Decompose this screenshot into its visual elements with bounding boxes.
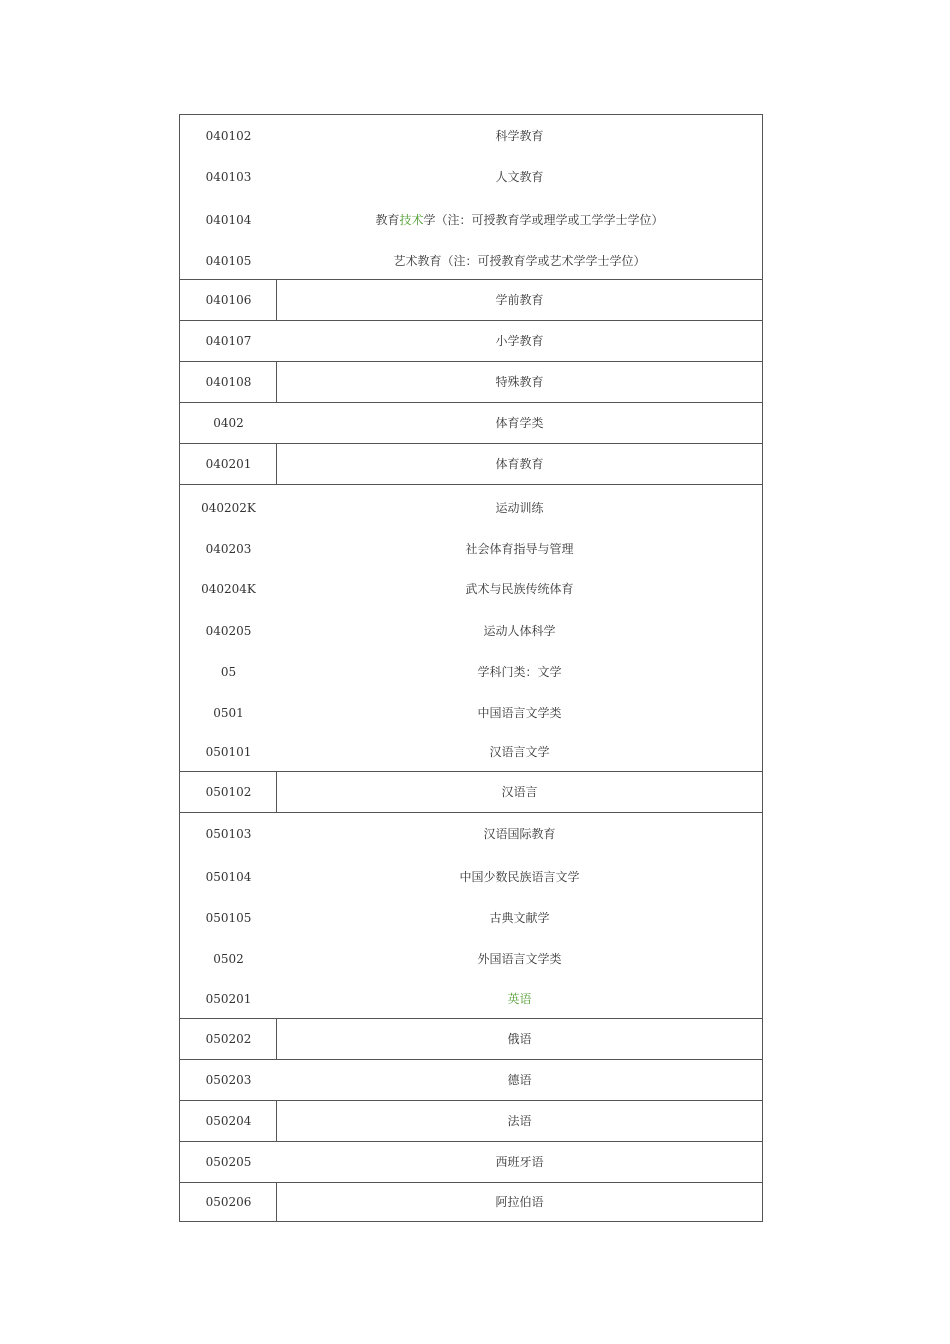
major-code: 040205 [205,623,252,638]
major-name-part: 教育 [375,212,400,227]
table-row [180,980,762,1018]
major-name: 俄语 [507,1032,532,1046]
column-divider [276,444,277,484]
major-name: 法语 [507,1114,532,1128]
column-divider [276,362,277,402]
major-name-highlight: 技术 [399,212,424,227]
major-code: 050206 [205,1195,252,1209]
major-code: 040203 [205,542,252,556]
table-row [180,1142,762,1182]
table-row [180,1183,762,1221]
table-row [180,1060,762,1100]
major-name: 英语 [507,992,532,1006]
major-code: 0502 [213,952,244,966]
table-row [180,568,762,610]
table-row [180,403,762,443]
major-name: 中国语言文学类 [477,705,562,720]
major-code: 050103 [205,827,252,841]
table-row [180,1101,762,1141]
major-name: 汉语言 [501,785,538,799]
major-code: 050205 [205,1155,252,1169]
table-row [180,855,762,898]
column-divider [276,1183,277,1221]
major-name: 武术与民族传统体育 [465,582,574,596]
column-divider [276,1019,277,1059]
major-code: 05 [220,664,237,679]
major-name: 社会体育指导与管理 [465,542,574,556]
table-row [180,362,762,402]
table-row [180,242,762,279]
row-divider [180,1100,762,1101]
major-name: 人文教育 [495,170,544,184]
major-code: 0501 [213,705,244,720]
major-code: 050204 [205,1114,252,1128]
major-name-part: 学（注：可授教育学或理学或工学学士学位） [423,212,664,227]
table-row [180,157,762,197]
major-code: 040202K [201,500,256,515]
major-name: 学前教育 [495,293,544,307]
major-name: 中国少数民族语言文学 [459,869,580,884]
column-divider [276,772,277,812]
major-catalog-table [179,114,763,1222]
major-code: 040108 [205,375,252,389]
major-code: 050104 [205,869,252,884]
major-code: 040103 [205,170,252,184]
major-name: 西班牙语 [495,1155,544,1169]
major-name: 汉语国际教育 [483,827,556,841]
major-code: 0402 [213,416,244,430]
major-name: 特殊教育 [495,375,544,389]
major-name: 运动人体科学 [483,623,556,638]
table-row [180,733,762,771]
major-code: 050102 [205,785,252,799]
major-code: 050101 [205,745,252,759]
table-row [180,321,762,361]
major-code: 050202 [205,1032,252,1046]
row-divider [180,1182,762,1183]
table-row [180,898,762,938]
row-divider [180,1018,762,1019]
major-name [277,197,762,242]
major-name: 学科门类：文学 [477,664,562,679]
column-divider [276,280,277,320]
major-code: 050105 [205,911,252,925]
major-code: 040204K [201,582,256,596]
row-divider [180,484,762,485]
major-code: 040201 [205,457,252,471]
row-divider [180,1141,762,1142]
major-name: 体育学类 [495,416,544,430]
major-code: 040105 [205,253,252,268]
row-divider [180,771,762,772]
major-code: 040107 [205,334,252,348]
table-row [180,938,762,980]
major-code: 040102 [205,129,252,143]
row-divider [180,443,762,444]
table-row [180,280,762,320]
major-name: 小学教育 [495,334,544,348]
table-row [180,692,762,733]
major-name: 科学教育 [495,129,544,143]
major-name: 汉语言文学 [489,745,550,759]
major-code: 040104 [205,212,252,227]
major-name: 运动训练 [495,500,544,515]
table-row [180,651,762,692]
table-row [180,485,762,530]
table-row [180,530,762,568]
major-name: 德语 [507,1073,532,1087]
major-name: 艺术教育（注：可授教育学或艺术学学士学位） [393,253,646,268]
major-name: 外国语言文学类 [477,952,562,966]
major-name: 阿拉伯语 [495,1195,544,1209]
table-row [180,610,762,651]
row-divider [180,320,762,321]
row-divider [180,279,762,280]
major-code: 050201 [205,992,252,1006]
table-row [180,772,762,812]
table-row [180,444,762,484]
column-divider [276,1101,277,1141]
row-divider [180,361,762,362]
major-name: 体育教育 [495,457,544,471]
row-divider [180,1059,762,1060]
major-name: 古典文献学 [489,911,550,925]
row-divider [180,402,762,403]
major-code: 040106 [205,293,252,307]
major-code: 050203 [205,1073,252,1087]
table-row [180,197,762,242]
table-row [180,813,762,855]
row-divider [180,812,762,813]
table-row [180,115,762,157]
table-row [180,1019,762,1059]
